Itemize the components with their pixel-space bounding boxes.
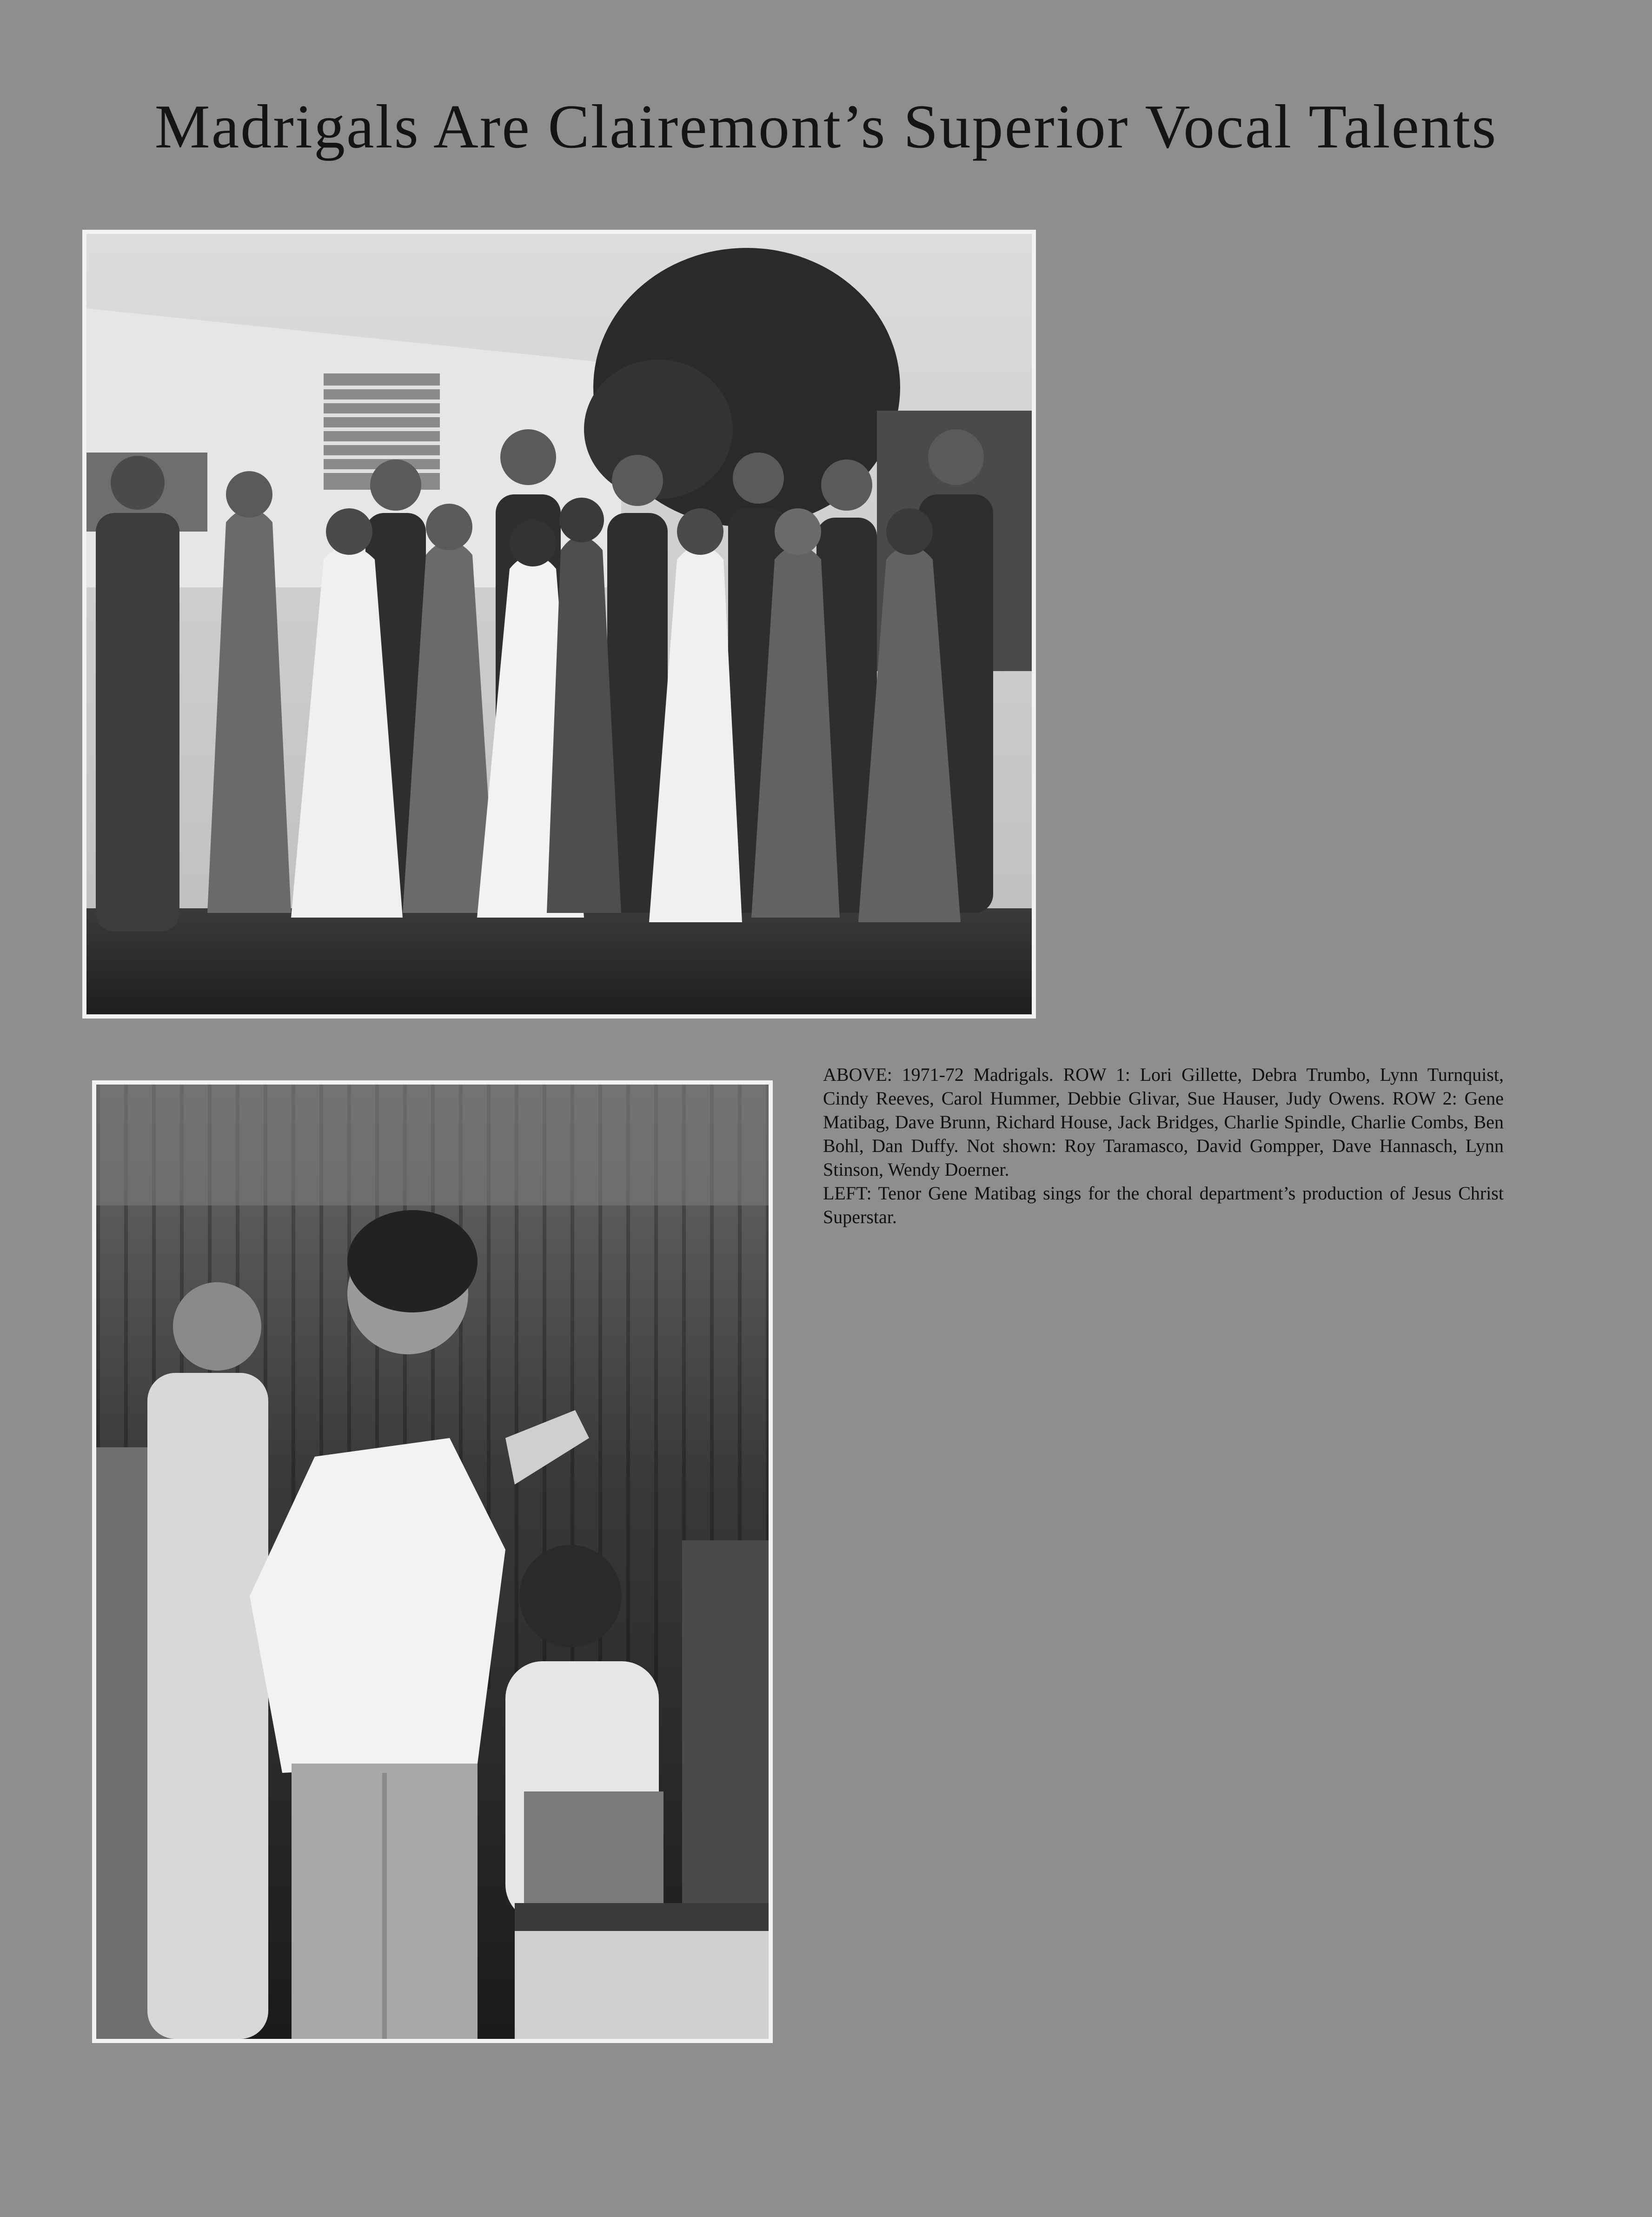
tenor-photo-image (96, 1085, 769, 2039)
caption-left: LEFT: Tenor Gene Matibag sings for the choral department’s production of Jesus Christ Superstar. (823, 1183, 1504, 1227)
group-photo-image (86, 234, 1032, 1014)
madrigals-group-photo (82, 230, 1036, 1019)
page-title: Madrigals Are Clairemont’s Superior Vocal Talents (154, 92, 1498, 161)
caption-above: ABOVE: 1971-72 Madrigals. ROW 1: Lori Gillette, Debra Trumbo, Lynn Turnquist, Cindy Reeves, Carol Hummer, Debbie Glivar, Sue Hauser, Judy Owens. ROW 2: Gene Matibag, Dave Brunn, Richard House, Jack Bridges, Charlie Spindle, Charlie Combs, Ben Bohl, Dan Duffy. Not shown: Roy Taramasco, David Gompper, Dave Hannasch, Lynn Stinson, Wendy Doerner. (823, 1064, 1504, 1180)
photo-caption (823, 1063, 1504, 1229)
tenor-solo-photo (92, 1080, 773, 2043)
